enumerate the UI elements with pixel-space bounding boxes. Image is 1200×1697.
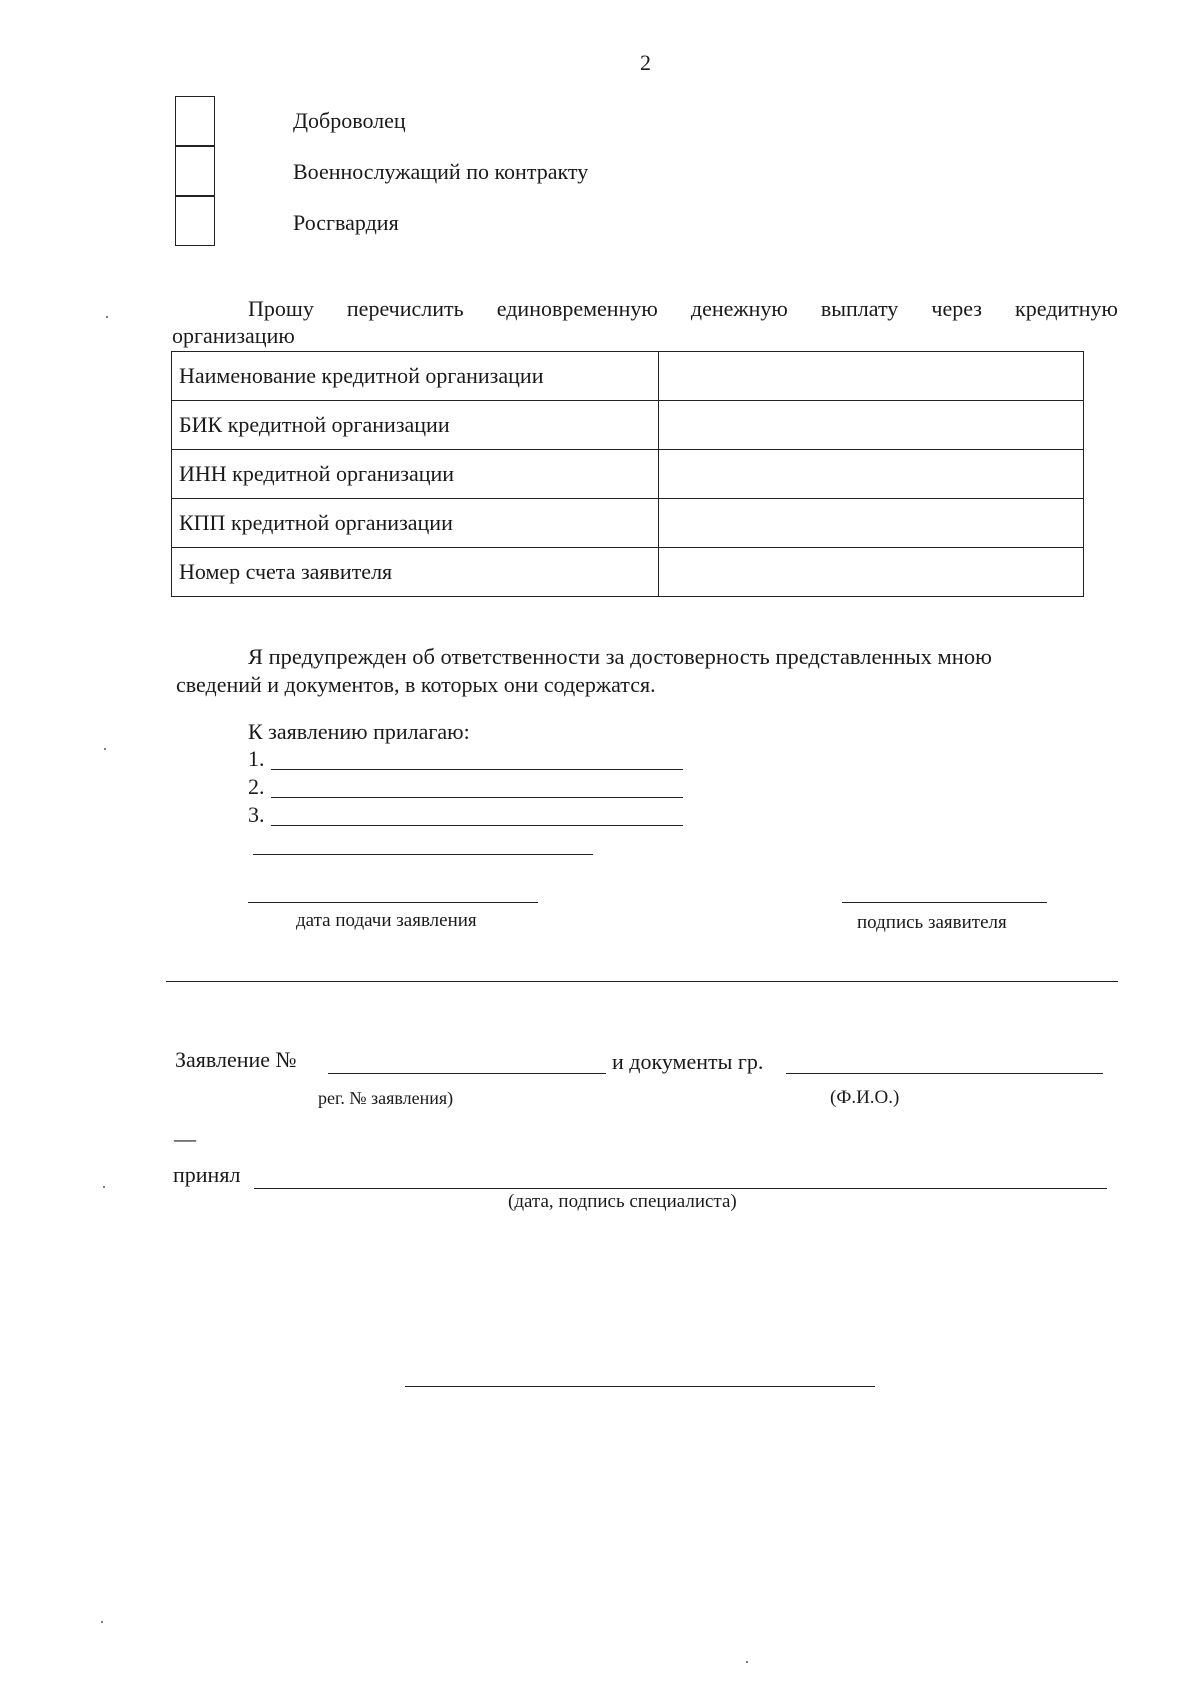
section-divider	[166, 981, 1118, 982]
attachment-number: 3.	[248, 802, 265, 827]
bank-name-label: Наименование кредитной организации	[172, 352, 659, 401]
margin-dot	[103, 1186, 105, 1188]
attachment-line-1[interactable]	[271, 769, 683, 770]
table-row	[172, 352, 1084, 401]
attachment-line-2[interactable]	[271, 797, 683, 798]
request-word: денежную	[690, 296, 788, 321]
category-label-contract: Военнослужащий по контракту	[293, 159, 589, 184]
bank-name-field[interactable]	[658, 352, 1083, 401]
attachment-number: 1.	[248, 746, 265, 771]
bank-inn-field[interactable]	[658, 450, 1083, 499]
request-word: выплату	[820, 296, 899, 321]
bank-kpp-field[interactable]	[658, 499, 1083, 548]
request-paragraph	[248, 296, 1118, 322]
documents-label: и документы гр.	[612, 1049, 764, 1074]
attachment-line-3[interactable]	[271, 825, 683, 826]
request-word: через	[931, 296, 982, 321]
category-label-volunteer: Доброволец	[293, 108, 406, 133]
bank-bik-label: БИК кредитной организации	[172, 401, 659, 450]
margin-dot	[106, 316, 108, 318]
submission-date-line[interactable]	[248, 902, 538, 903]
account-number-field[interactable]	[658, 548, 1083, 597]
bank-inn-label: ИНН кредитной организации	[172, 450, 659, 499]
table-row	[172, 450, 1084, 499]
category-checkbox-contract[interactable]	[175, 146, 215, 196]
bank-bik-field[interactable]	[658, 401, 1083, 450]
fio-caption: (Ф.И.О.)	[830, 1087, 900, 1108]
margin-dot	[746, 1661, 748, 1663]
dash-mark: —	[174, 1126, 196, 1151]
bottom-rule	[405, 1386, 875, 1387]
table-row	[172, 499, 1084, 548]
accepted-label: принял	[173, 1162, 241, 1187]
request-word: перечислить	[346, 296, 464, 321]
applicant-name-line[interactable]	[786, 1073, 1103, 1074]
statement-label: Заявление №	[175, 1047, 297, 1072]
margin-dot	[101, 1621, 103, 1623]
bank-kpp-label: КПП кредитной организации	[172, 499, 659, 548]
category-label-rosgvardia: Росгвардия	[293, 210, 399, 235]
table-row	[172, 548, 1084, 597]
applicant-signature-line[interactable]	[842, 902, 1047, 903]
bank-details-table	[171, 351, 1084, 597]
request-word: кредитную	[1015, 296, 1118, 321]
attachments-heading: К заявлению прилагаю:	[248, 719, 470, 744]
warning-line-2: сведений и документов, в которых они содержатся.	[176, 672, 656, 697]
request-continuation: организацию	[172, 323, 295, 348]
extra-underline	[253, 854, 593, 855]
specialist-caption: (дата, подпись специалиста)	[508, 1191, 737, 1212]
reg-number-caption: рег. № заявления)	[318, 1088, 454, 1108]
statement-number-line[interactable]	[328, 1073, 606, 1074]
request-word: Прошу	[248, 296, 314, 321]
warning-line-1: Я предупрежден об ответственности за достоверность представленных мною	[248, 644, 992, 669]
request-word: единовременную	[496, 296, 658, 321]
category-checkbox-rosgvardia[interactable]	[175, 196, 215, 246]
category-checkbox-volunteer[interactable]	[175, 96, 215, 146]
account-number-label: Номер счета заявителя	[172, 548, 659, 597]
margin-dot	[104, 748, 106, 750]
applicant-signature-caption: подпись заявителя	[857, 912, 1007, 933]
submission-date-caption: дата подачи заявления	[296, 910, 477, 931]
attachment-number: 2.	[248, 774, 265, 799]
page-number: 2	[640, 50, 651, 75]
table-row	[172, 401, 1084, 450]
specialist-line[interactable]	[254, 1188, 1107, 1189]
